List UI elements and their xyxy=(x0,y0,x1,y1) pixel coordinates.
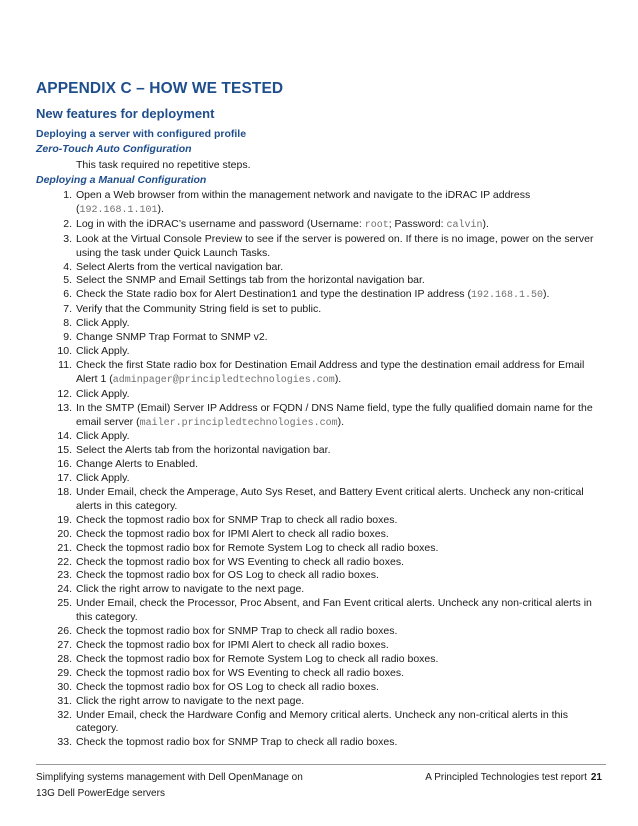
step-item xyxy=(36,345,606,359)
step-item xyxy=(36,402,606,431)
step-number: 9. xyxy=(63,331,72,344)
step-text: Click Apply. xyxy=(76,430,130,443)
step-number: 24. xyxy=(57,583,72,596)
step-item xyxy=(36,288,606,303)
subheading: New features for deployment xyxy=(36,106,215,121)
step-item xyxy=(36,695,606,709)
page-number: 21 xyxy=(590,772,602,783)
step-text: In the SMTP (Email) Server IP Address or FQDN / DNS Name field, type the fully qualified domain name for the email server ( xyxy=(76,401,593,428)
step-text: Under Email, check the Processor, Proc Absent, and Fan Event critical alerts. Uncheck any non-critical alerts in this category. xyxy=(76,597,592,624)
step-item xyxy=(36,218,606,233)
step-item xyxy=(36,317,606,331)
step-item xyxy=(36,639,606,653)
step-number: 10. xyxy=(57,344,72,357)
step-text: Check the topmost radio box for OS Log to check all radio boxes. xyxy=(76,569,379,582)
step-text: Check the topmost radio box for Remote System Log to check all radio boxes. xyxy=(76,652,439,665)
step-item xyxy=(36,667,606,681)
step-item xyxy=(36,681,606,695)
step-number: 19. xyxy=(57,513,72,526)
step-text: Change SNMP Trap Format to SNMP v2. xyxy=(76,331,268,344)
footer-report-label: A Principled Technologies test report xyxy=(425,772,587,783)
step-number: 30. xyxy=(57,680,72,693)
step-item xyxy=(36,261,606,275)
step-number: 28. xyxy=(57,652,72,665)
step-number: 14. xyxy=(57,430,72,443)
step-number: 2. xyxy=(63,217,72,230)
step-number: 23. xyxy=(57,569,72,582)
footer-divider xyxy=(36,764,606,765)
step-text: Open a Web browser from within the management network and navigate to the iDRAC IP address ( xyxy=(76,189,531,215)
step-item xyxy=(36,388,606,402)
step-text: Check the topmost radio box for Remote System Log to check all radio boxes. xyxy=(76,541,439,554)
step-item xyxy=(36,486,606,514)
step-number: 31. xyxy=(57,694,72,707)
step-text: Select the SNMP and Email Settings tab from the horizontal navigation bar. xyxy=(76,274,425,287)
step-number: 8. xyxy=(63,317,72,330)
step-item xyxy=(36,331,606,345)
step-number: 13. xyxy=(57,401,72,414)
section-heading: Deploying a server with configured profile xyxy=(36,128,247,140)
step-number: 12. xyxy=(57,387,72,400)
step-text: ). xyxy=(157,202,164,215)
step-item xyxy=(36,274,606,288)
step-number: 32. xyxy=(57,708,72,721)
step-number: 29. xyxy=(57,666,72,679)
step-text: Check the topmost radio box for OS Log to check all radio boxes. xyxy=(76,680,379,693)
step-text: Click Apply. xyxy=(76,344,130,357)
step-number: 27. xyxy=(57,639,72,651)
step-text: Check the topmost radio box for WS Eventing to check all radio boxes. xyxy=(76,666,404,679)
step-text: Check the topmost radio box for IPMI Alert to check all radio boxes. xyxy=(76,639,389,651)
step-item xyxy=(36,583,606,597)
step-text: Click Apply. xyxy=(76,472,130,485)
step-text: Look at the Virtual Console Preview to see if the server is powered on. If there is no image, power on the server using the task under Quick Launch Tasks. xyxy=(76,232,594,259)
step-number: 11. xyxy=(58,358,72,371)
step-text: Check the topmost radio box for SNMP Trap to check all radio boxes. xyxy=(76,736,398,749)
zero-touch-heading: Zero-Touch Auto Configuration xyxy=(36,143,192,155)
step-number: 17. xyxy=(57,472,72,485)
step-number: 16. xyxy=(57,458,72,471)
step-text: ; Password: xyxy=(388,217,447,230)
step-code-value: root xyxy=(364,219,389,231)
step-item xyxy=(36,444,606,458)
step-text: ). xyxy=(337,415,345,428)
step-number: 15. xyxy=(57,444,72,457)
step-number: 20. xyxy=(57,527,72,540)
step-code-value: calvin xyxy=(446,219,483,231)
step-item xyxy=(36,569,606,583)
step-number: 33. xyxy=(57,736,72,749)
step-number: 1. xyxy=(63,189,72,201)
step-item xyxy=(36,542,606,556)
footer-title-line1: Simplifying systems management with Dell OpenManage on xyxy=(36,772,303,783)
step-number: 7. xyxy=(63,303,72,316)
step-text: Under Email, check the Hardware Config and Memory critical alerts. Uncheck any non-critical alerts in this category. xyxy=(76,708,568,735)
step-number: 21. xyxy=(57,541,72,554)
step-text: Click the right arrow to navigate to the next page. xyxy=(76,583,305,596)
appendix-heading: APPENDIX C – HOW WE TESTED xyxy=(36,80,284,97)
step-text: Check the topmost radio box for WS Eventing to check all radio boxes. xyxy=(76,555,404,568)
step-text: ). xyxy=(334,372,342,385)
step-text: Click Apply. xyxy=(76,387,130,400)
step-text: Check the topmost radio box for IPMI Alert to check all radio boxes. xyxy=(76,527,389,540)
zero-touch-text: This task required no repetitive steps. xyxy=(76,159,251,171)
step-text: Check the topmost radio box for SNMP Trap to check all radio boxes. xyxy=(76,625,398,638)
step-text: Click the right arrow to navigate to the next page. xyxy=(76,694,305,707)
step-text: Select Alerts from the vertical navigation bar. xyxy=(76,260,284,273)
step-item xyxy=(36,625,606,639)
step-number: 6. xyxy=(63,288,72,301)
step-text: Under Email, check the Amperage, Auto Sys Reset, and Battery Event critical alerts. Uncheck any non-critical alerts in this category. xyxy=(76,486,584,512)
step-number: 4. xyxy=(63,260,72,273)
step-number: 18. xyxy=(57,486,72,499)
step-number: 25. xyxy=(57,597,72,610)
footer-report xyxy=(425,770,602,786)
step-number: 5. xyxy=(63,274,72,287)
step-number: 22. xyxy=(57,555,72,568)
footer-title-line2: 13G Dell PowerEdge servers xyxy=(36,788,165,799)
step-text: Select the Alerts tab from the horizontal navigation bar. xyxy=(76,444,331,457)
step-text: Check the topmost radio box for SNMP Trap to check all radio boxes. xyxy=(76,513,398,526)
step-item xyxy=(36,189,606,218)
step-text: ). xyxy=(542,288,550,301)
step-item xyxy=(36,556,606,570)
step-text: Log in with the iDRAC’s username and password (Username: xyxy=(76,217,365,230)
step-code-value: 192.168.1.50 xyxy=(470,290,543,302)
step-list xyxy=(36,189,606,750)
step-item xyxy=(36,736,606,750)
step-code-value: mailer.principledtechnologies.com xyxy=(139,417,338,429)
step-item xyxy=(36,528,606,542)
footer-title xyxy=(36,770,356,802)
step-item xyxy=(36,233,606,261)
step-item xyxy=(36,472,606,486)
step-text: Check the State radio box for Alert Destination1 and type the destination IP address ( xyxy=(76,288,471,301)
step-item xyxy=(36,514,606,528)
step-item xyxy=(36,359,606,388)
step-item xyxy=(36,709,606,737)
step-item xyxy=(36,303,606,317)
step-code-value: 192.168.1.101 xyxy=(79,204,158,216)
step-text: ). xyxy=(482,217,489,230)
manual-config-heading: Deploying a Manual Configuration xyxy=(36,174,207,186)
step-item xyxy=(36,597,606,625)
step-item xyxy=(36,653,606,667)
step-code-value: adminpager@principledtechnologies.com xyxy=(112,374,335,386)
step-text: Click Apply. xyxy=(76,317,130,330)
step-text: Check the first State radio box for Destination Email Address and type the destination email address for Email Alert 1 ( xyxy=(76,358,585,385)
step-item xyxy=(36,458,606,472)
step-text: Change Alerts to Enabled. xyxy=(76,458,199,471)
step-text: Verify that the Community String field is set to public. xyxy=(76,303,322,316)
step-number: 26. xyxy=(57,625,72,638)
step-item xyxy=(36,430,606,444)
step-number: 3. xyxy=(63,232,72,245)
